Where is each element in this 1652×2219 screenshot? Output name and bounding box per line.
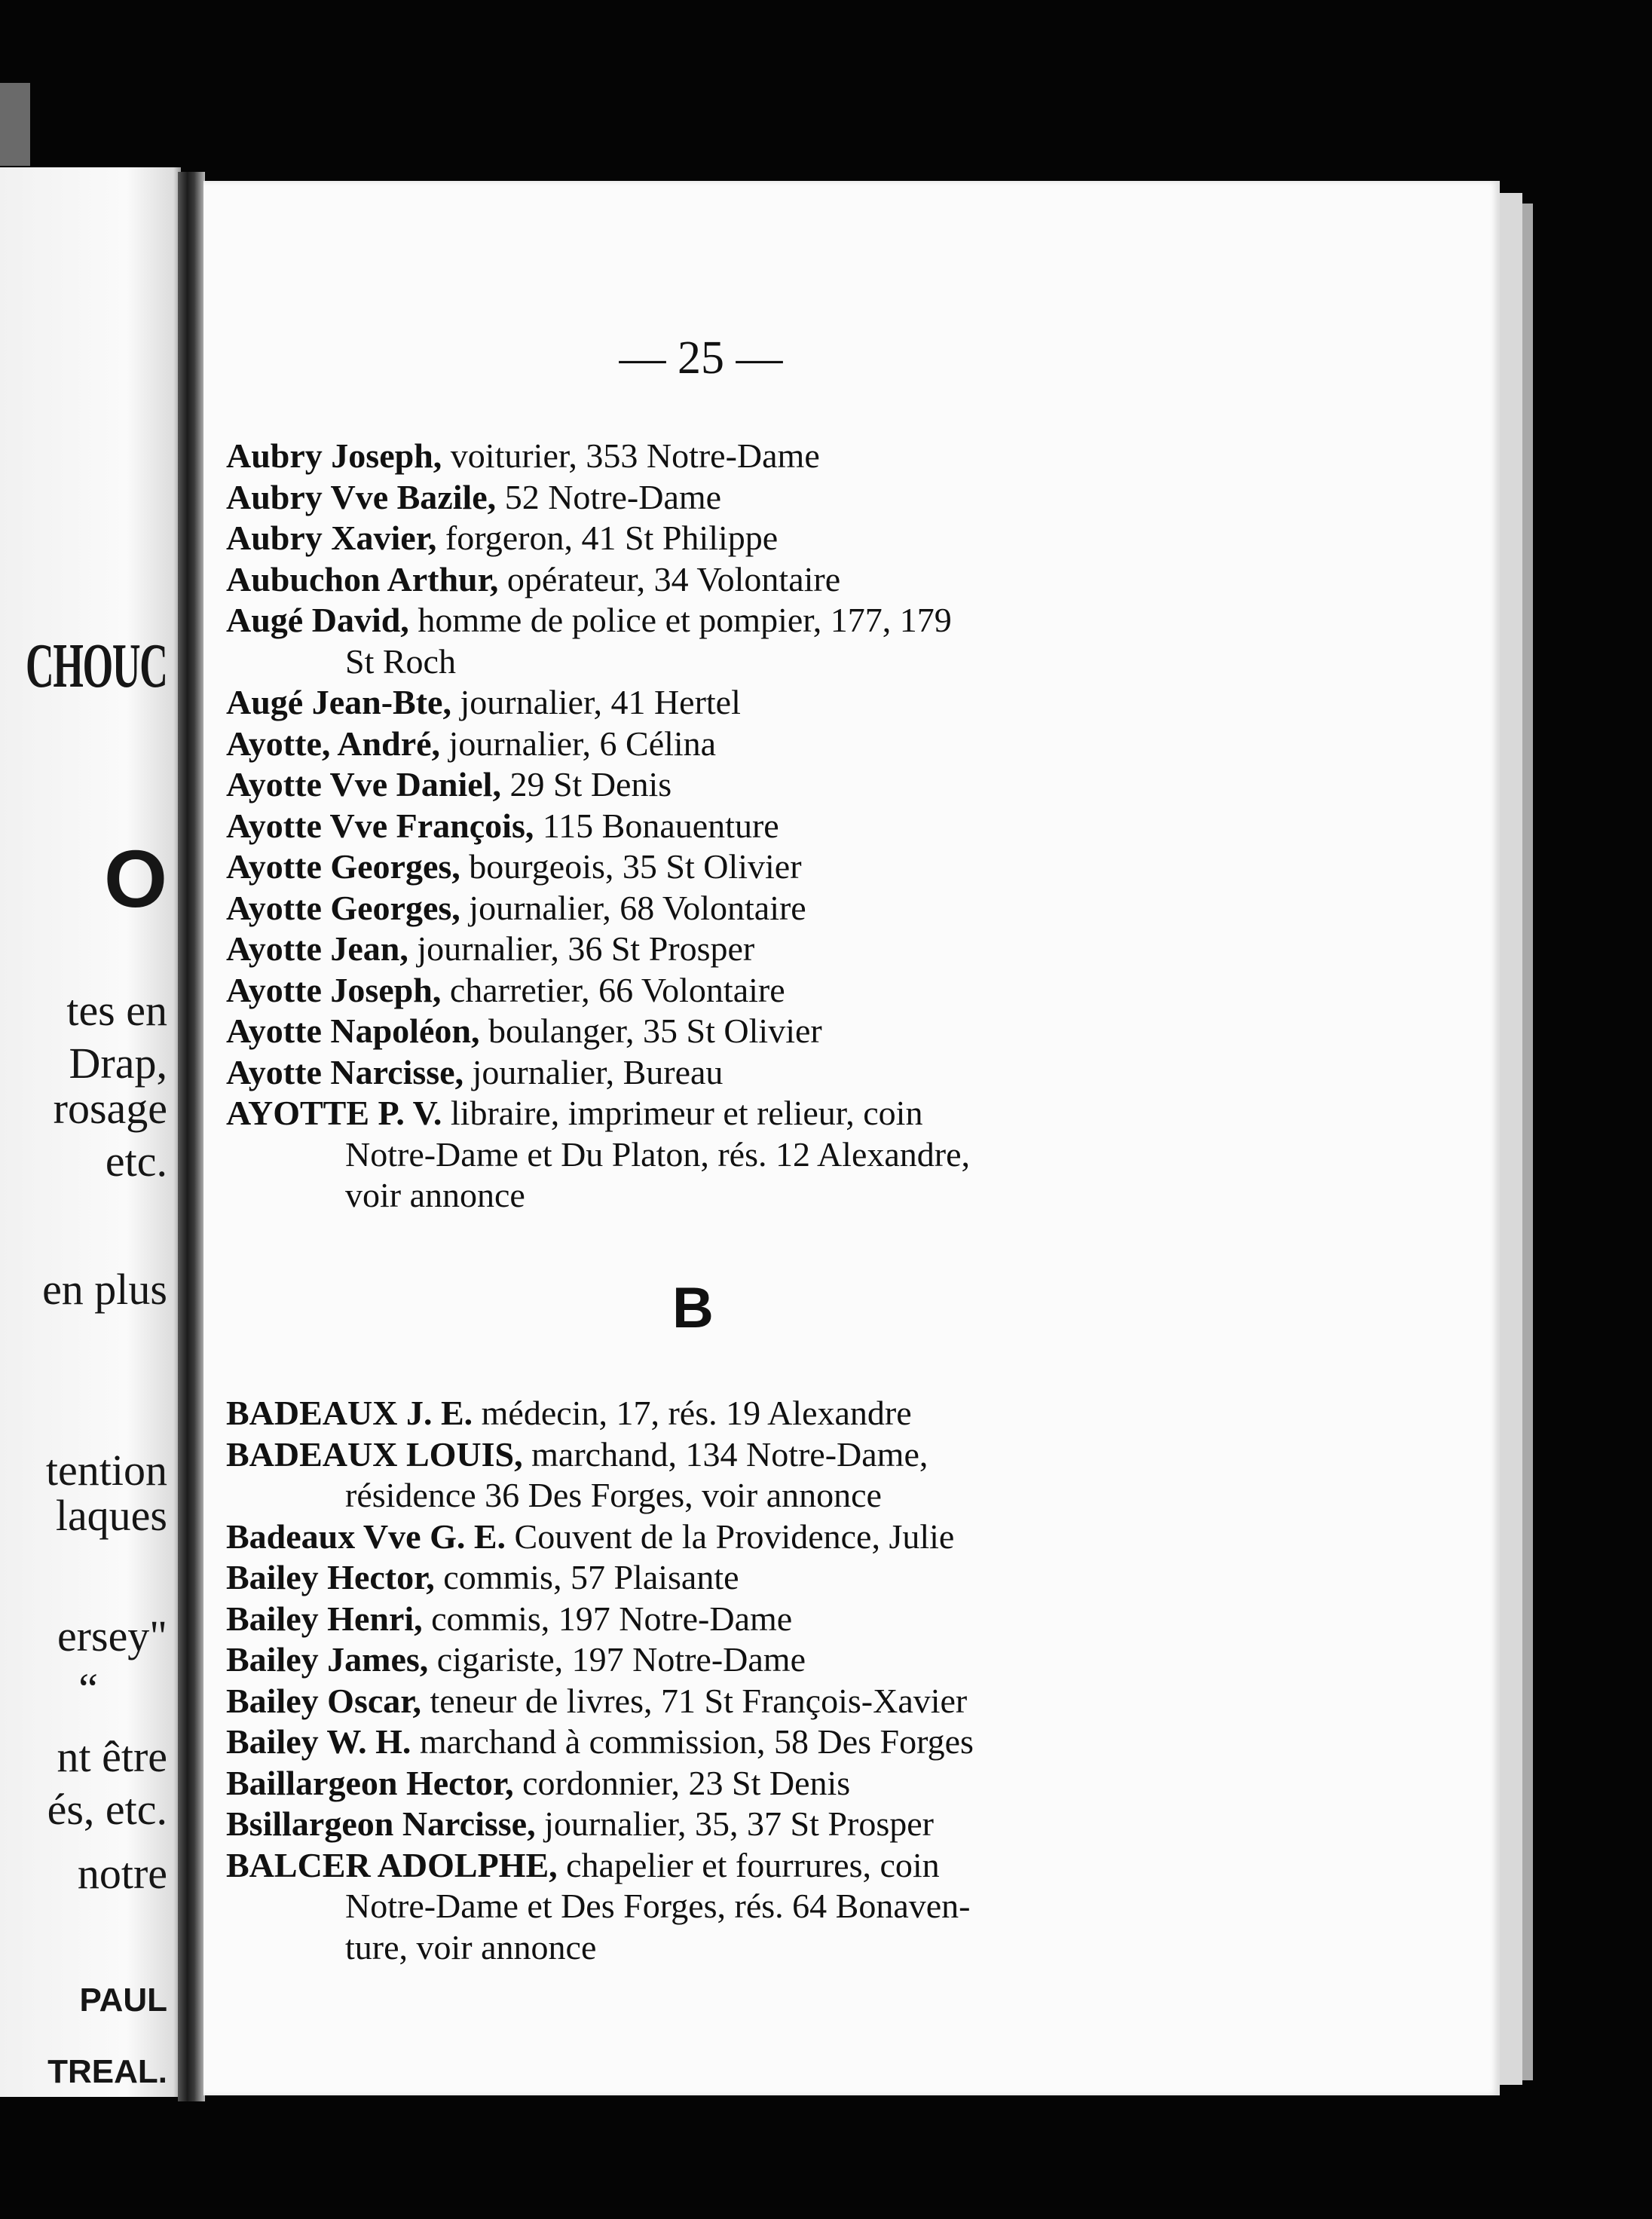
left-fragment-text: TREAL. [47, 2053, 167, 2090]
entry-details: homme de police et pompier, 177, 179 [408, 601, 952, 639]
entry-name: Bailey James, [226, 1640, 429, 1679]
directory-entry [226, 1393, 912, 1434]
entry-name: AYOTTE P. V. [226, 1094, 442, 1132]
entry-name: Ayotte Georges, [226, 888, 460, 927]
directory-entry [226, 477, 721, 518]
left-fragment-text: rosage [53, 1084, 167, 1133]
entry-name: Bailey W. H. [226, 1722, 411, 1761]
directory-entry [226, 1722, 974, 1762]
left-fragment-text: nt être [57, 1732, 167, 1781]
directory-entry [226, 724, 716, 764]
directory-entry [226, 1763, 850, 1804]
entry-name: Ayotte Vve François, [226, 806, 534, 845]
entry-details: voir annonce [345, 1176, 525, 1214]
left-fragment-text: laques [55, 1491, 167, 1540]
entry-name: BADEAUX LOUIS, [226, 1434, 523, 1474]
entry-details: charretier, 66 Volontaire [441, 970, 785, 1009]
entry-name: Ayotte Vve Daniel, [226, 765, 501, 803]
left-fragment-text: és, etc. [47, 1785, 167, 1834]
left-fragment-text: notre [77, 1849, 167, 1898]
entry-details: marchand à commission, 58 Des Forges [411, 1722, 974, 1761]
entry-details: voiturier, 353 Notre-Dame [442, 436, 820, 475]
entry-details: cordonnier, 23 St Denis [513, 1763, 851, 1802]
entry-name: BALCER ADOLPHE, [226, 1845, 558, 1884]
directory-entry [226, 518, 778, 559]
entry-details: teneur de livres, 71 St François-Xavier [421, 1681, 968, 1720]
entry-details: marchand, 134 Notre-Dame, [522, 1434, 928, 1474]
entry-details: forgeron, 41 St Philippe [436, 519, 779, 557]
directory-entry [345, 1134, 970, 1175]
directory-entry [226, 1434, 928, 1475]
entry-details: libraire, imprimeur et relieur, coin [442, 1094, 923, 1132]
entry-details: journalier, 6 Célina [440, 724, 717, 763]
entry-name: Aubuchon Arthur, [226, 559, 499, 598]
entry-name: Ayotte, André, [226, 724, 441, 763]
entry-details: 115 Bonauenture [534, 806, 779, 845]
entry-name: Bsillargeon Narcisse, [226, 1804, 536, 1843]
directory-entry [345, 1175, 525, 1216]
directory-entry [226, 1557, 739, 1598]
directory-entry [226, 559, 840, 600]
entry-name: Ayotte Georges, [226, 847, 460, 886]
entry-details: Notre-Dame et Des Forges, rés. 64 Bonaven- [345, 1887, 971, 1925]
directory-entry [226, 1011, 822, 1051]
directory-entry [226, 806, 779, 846]
entry-details: journalier, Bureau [463, 1052, 724, 1091]
entry-details: journalier, 36 St Prosper [408, 929, 755, 968]
left-fragment-text: “ [78, 1664, 98, 1713]
entry-name: Aubry Vve Bazile, [226, 477, 497, 516]
entry-name: Ayotte Jean, [226, 929, 408, 968]
left-page-fragment [0, 167, 181, 2097]
entry-details: résidence 36 Des Forges, voir annonce [345, 1476, 882, 1514]
entry-details: boulanger, 35 St Olivier [479, 1012, 822, 1050]
left-fragment-text: Drap, [69, 1039, 167, 1088]
directory-entry [226, 436, 820, 476]
directory-entry [226, 1093, 922, 1134]
section-letter: B [672, 1276, 714, 1340]
entry-details: Notre-Dame et Du Platon, rés. 12 Alexandre, [345, 1134, 971, 1174]
page-number: — 25 — [619, 332, 783, 384]
entry-details: Couvent de la Providence, Julie [506, 1517, 955, 1556]
entry-details: journalier, 41 Hertel [451, 683, 741, 721]
directory-entry [345, 1927, 596, 1968]
page-edge [1500, 193, 1522, 2085]
entry-details: St Roch [345, 641, 456, 681]
entry-name: Bailey Hector, [226, 1558, 435, 1596]
entry-name: Augé David, [226, 601, 409, 639]
directory-entry [345, 1886, 970, 1927]
directory-entry [226, 888, 806, 929]
left-fragment-text: PAUL [79, 1982, 167, 2019]
directory-entry [226, 764, 672, 805]
entry-details: 29 St Denis [500, 765, 672, 803]
directory-entry [226, 1845, 940, 1886]
directory-entry [226, 1804, 934, 1844]
entry-details: bourgeois, 35 St Olivier [460, 847, 802, 886]
entry-name: Aubry Joseph, [226, 436, 442, 475]
left-fragment-text: etc. [105, 1137, 167, 1186]
directory-entry [226, 1517, 954, 1557]
directory-entry [226, 929, 754, 969]
directory-entry [345, 1475, 882, 1516]
left-fragment-text: en plus [42, 1265, 167, 1314]
entry-details: commis, 197 Notre-Dame [422, 1599, 793, 1638]
left-fragment-text: O [103, 833, 167, 924]
page-edge [1522, 204, 1533, 2080]
left-fragment-text: tention [45, 1446, 167, 1495]
left-fragment-text: CHOUC [26, 631, 167, 701]
entry-details: commis, 57 Plaisante [434, 1558, 739, 1596]
entry-name: Aubry Xavier, [226, 519, 437, 557]
entry-details: ture, voir annonce [345, 1927, 597, 1966]
entry-name: Ayotte Joseph, [226, 970, 442, 1009]
directory-entry [226, 1681, 967, 1722]
entry-name: Badeaux Vve G. E. [226, 1517, 506, 1556]
directory-entry [226, 600, 952, 641]
entry-name: Augé Jean-Bte, [226, 683, 451, 721]
entry-name: Bailey Oscar, [226, 1681, 421, 1720]
entry-details: journalier, 35, 37 St Prosper [535, 1804, 934, 1843]
entry-details: 52 Notre-Dame [496, 477, 722, 516]
book-gutter [178, 172, 205, 2101]
entry-name: Ayotte Napoléon, [226, 1012, 480, 1050]
entry-name: Ayotte Narcisse, [226, 1052, 464, 1091]
entry-details: opérateur, 34 Volontaire [498, 559, 841, 598]
directory-entry [226, 1599, 792, 1639]
directory-entry [226, 682, 741, 723]
entry-details: chapelier et fourrures, coin [557, 1845, 940, 1884]
entry-details: journalier, 68 Volontaire [460, 888, 806, 927]
directory-entry [226, 846, 802, 887]
left-fragment-text: ersey" [57, 1611, 167, 1660]
entry-name: Baillargeon Hector, [226, 1763, 514, 1802]
film-edge [0, 83, 30, 166]
directory-entry [226, 970, 785, 1011]
left-fragment-text: tes en [66, 986, 167, 1035]
directory-entry [226, 1639, 806, 1680]
entry-name: Bailey Henri, [226, 1599, 423, 1638]
entry-details: médecin, 17, rés. 19 Alexandre [473, 1394, 912, 1432]
directory-entry [226, 1052, 723, 1093]
entry-details: cigariste, 197 Notre-Dame [428, 1640, 806, 1679]
entry-name: BADEAUX J. E. [226, 1394, 473, 1432]
directory-entry [345, 641, 456, 682]
